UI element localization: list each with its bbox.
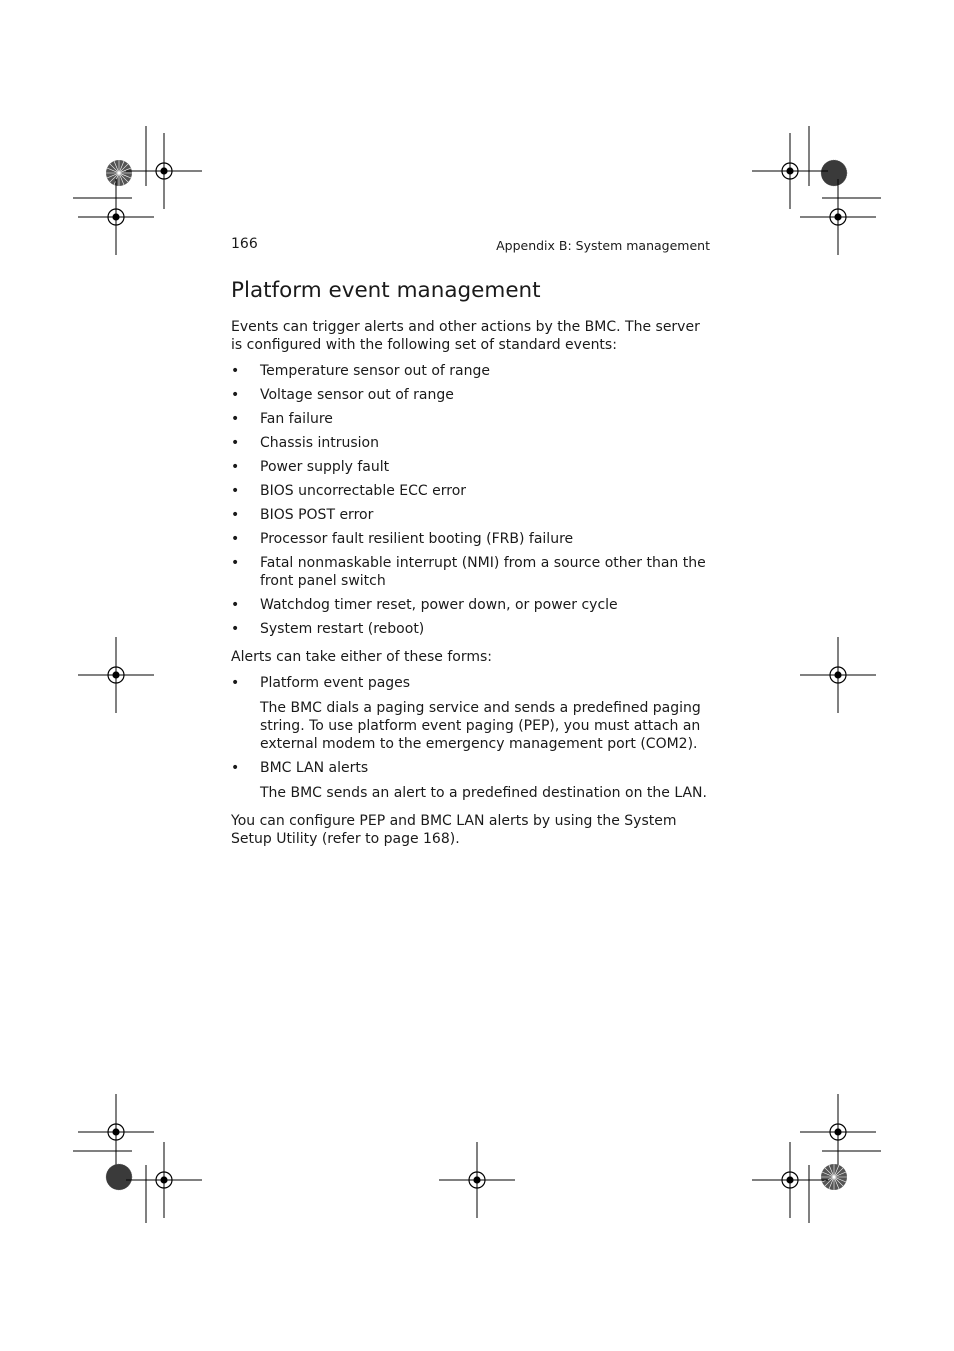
bullet-icon: •: [231, 435, 240, 451]
event-text: Voltage sensor out of range: [260, 387, 454, 403]
event-text: System restart (reboot): [260, 621, 425, 637]
alert-form-label: BMC LAN alerts: [260, 760, 369, 776]
list-item: [231, 410, 711, 428]
list-item: [231, 674, 711, 692]
bullet-icon: •: [231, 675, 240, 691]
bullet-icon: •: [231, 387, 240, 403]
list-item: [231, 434, 711, 452]
bullet-icon: •: [231, 597, 240, 613]
bullet-icon: •: [231, 760, 240, 776]
list-item: [231, 759, 711, 777]
bullet-icon: •: [231, 363, 240, 379]
event-text: Fatal nonmaskable interrupt (NMI) from a source other than the front panel switch: [260, 555, 706, 589]
event-text: Temperature sensor out of range: [260, 363, 491, 379]
page-number: 166: [231, 236, 258, 252]
intro-paragraph: Events can trigger alerts and other actions by the BMC. The server is configured with the following set of standard events:: [231, 319, 700, 353]
list-item: [231, 458, 711, 476]
event-text: BIOS POST error: [260, 507, 374, 523]
list-item: [231, 530, 711, 548]
list-item: [231, 554, 711, 590]
events-list: [231, 362, 711, 638]
alert-form-description: The BMC sends an alert to a predefined destination on the LAN.: [260, 785, 707, 801]
alert-forms-list: [231, 759, 711, 777]
section-title: Platform event management: [231, 278, 541, 303]
bullet-icon: •: [231, 531, 240, 547]
list-item: [231, 482, 711, 500]
bullet-icon: •: [231, 459, 240, 475]
alerts-intro-paragraph: Alerts can take either of these forms:: [231, 649, 493, 665]
alert-form-description: The BMC dials a paging service and sends a predefined paging string. To use platform event paging (PEP), you must attach an external modem to the emergency management port (COM2).: [260, 700, 701, 752]
list-item: [231, 506, 711, 524]
list-item: [231, 596, 711, 614]
event-text: Watchdog timer reset, power down, or power cycle: [260, 597, 618, 613]
bullet-icon: •: [231, 621, 240, 637]
event-text: Power supply fault: [260, 459, 390, 475]
event-text: Chassis intrusion: [260, 435, 379, 451]
alert-form-label: Platform event pages: [260, 675, 411, 691]
bullet-icon: •: [231, 411, 240, 427]
bullet-icon: •: [231, 483, 240, 499]
event-text: Processor fault resilient booting (FRB) failure: [260, 531, 574, 547]
list-item: [231, 620, 711, 638]
list-item: [231, 386, 711, 404]
bullet-icon: •: [231, 507, 240, 523]
list-item: [231, 362, 711, 380]
event-text: Fan failure: [260, 411, 333, 427]
alert-forms-list: [231, 674, 711, 692]
section-body: [231, 318, 711, 848]
event-text: BIOS uncorrectable ECC error: [260, 483, 467, 499]
running-head: Appendix B: System management: [496, 238, 710, 253]
closing-paragraph: You can configure PEP and BMC LAN alerts by using the System Setup Utility (refer to page 168).: [231, 813, 677, 847]
bullet-icon: •: [231, 555, 240, 571]
